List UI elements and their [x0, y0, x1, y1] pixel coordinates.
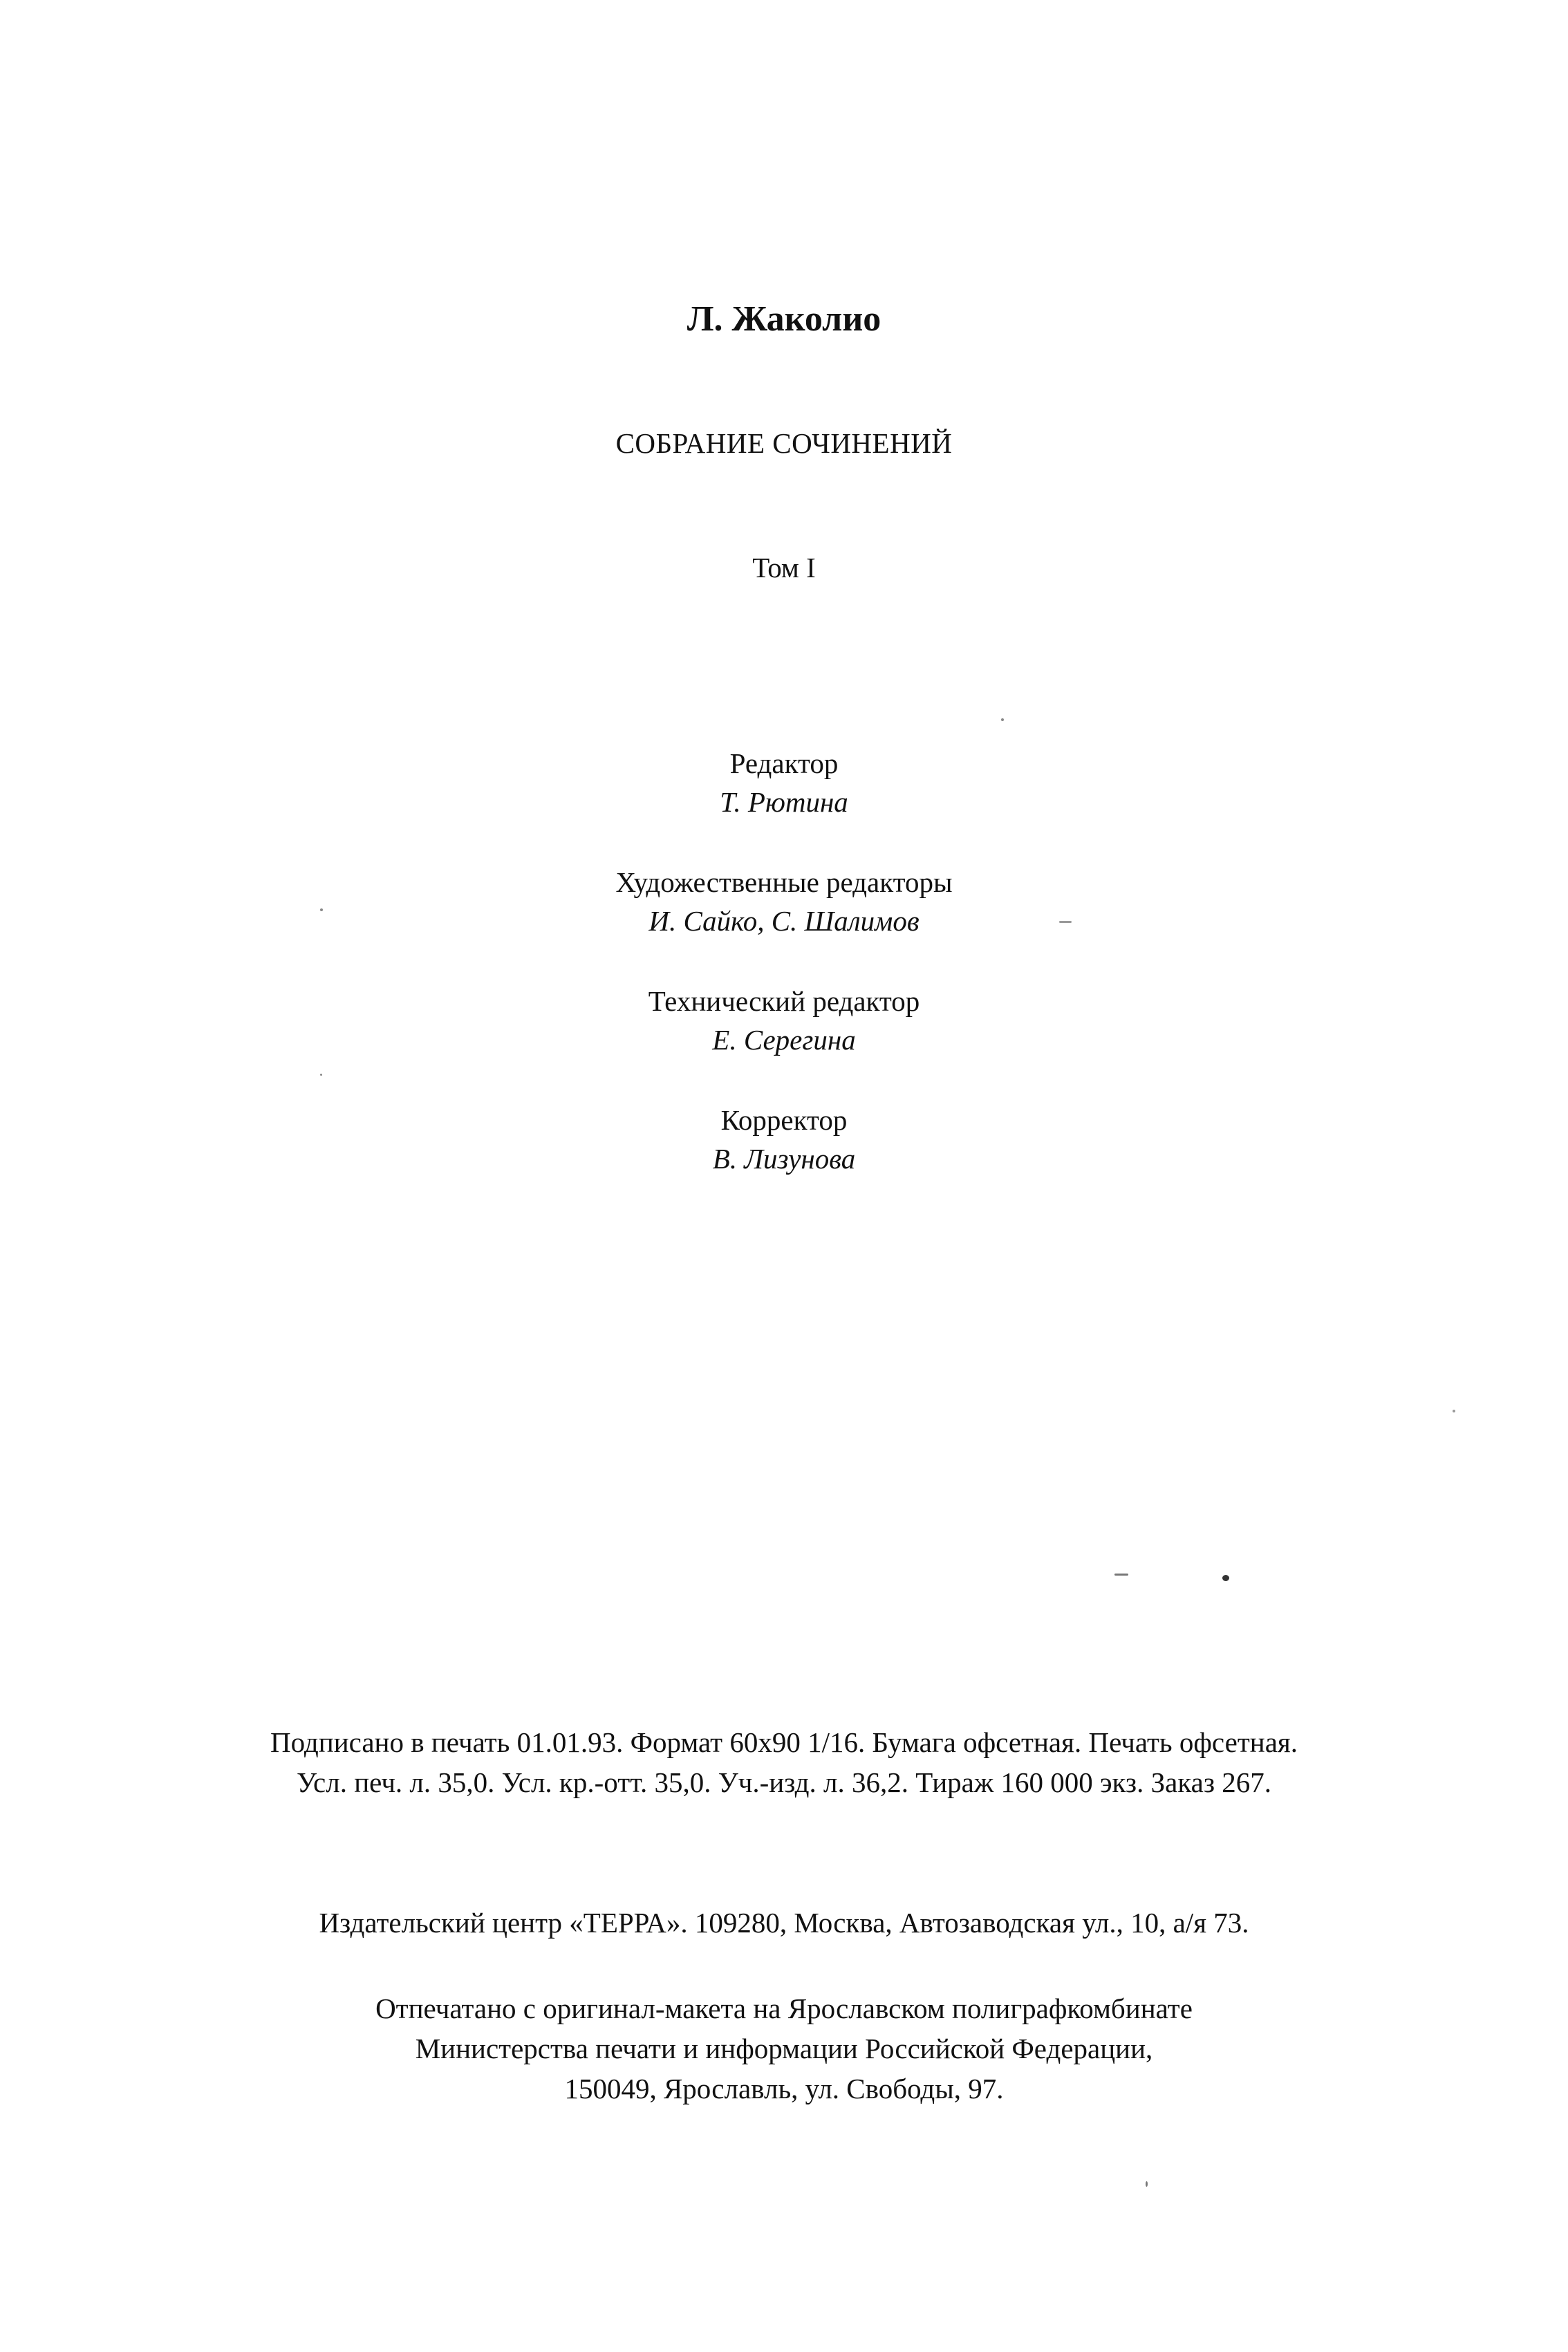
publisher-info — [0, 1903, 1568, 1943]
printer-line: 150049, Ярославль, ул. Свободы, 97. — [564, 2073, 1004, 2104]
credit-role: Корректор — [720, 1104, 848, 1136]
credit-person: И. Сайко, С. Шалимов — [648, 905, 920, 937]
credit-editor — [0, 744, 1568, 821]
printer-info — [0, 1988, 1568, 2109]
scan-speck — [1001, 718, 1004, 721]
credit-proofreader — [0, 1101, 1568, 1178]
credit-art-editors — [0, 863, 1568, 940]
scan-speck — [1059, 921, 1072, 923]
publisher-address: Издательский центр «ТЕРРА». 109280, Москва, Автозаводская ул., 10, а/я 73. — [319, 1907, 1249, 1939]
print-specifications — [0, 1722, 1568, 1802]
scan-speck — [1146, 2181, 1148, 2187]
credits-list — [0, 744, 1568, 1220]
credit-person: Е. Серегина — [712, 1024, 856, 1056]
volume-number: Том I — [752, 552, 816, 584]
scan-speck — [1222, 1575, 1229, 1581]
credit-technical-editor — [0, 982, 1568, 1059]
print-spec-line: Подписано в печать 01.01.93. Формат 60х90 1/16. Бумага офсетная. Печать офсетная. — [270, 1726, 1298, 1758]
credit-person: В. Лизунова — [712, 1143, 856, 1175]
credit-role: Технический редактор — [648, 985, 920, 1017]
credit-role: Редактор — [729, 747, 839, 779]
scan-speck — [320, 1074, 322, 1076]
scan-speck — [320, 908, 323, 911]
credit-role: Художественные редакторы — [615, 866, 953, 898]
collection-title: СОБРАНИЕ СОЧИНЕНИЙ — [615, 427, 953, 459]
print-spec-line: Усл. печ. л. 35,0. Усл. кр.-отт. 35,0. Уч.-изд. л. 36,2. Тираж 160 000 экз. Заказ 267. — [296, 1766, 1272, 1798]
credit-person: Т. Рютина — [720, 786, 848, 818]
author-name: Л. Жаколио — [687, 299, 881, 339]
scan-speck — [1453, 1410, 1455, 1412]
scan-speck — [1114, 1574, 1128, 1576]
printer-line: Министерства печати и информации Российской Федерации, — [415, 2033, 1153, 2064]
printer-line: Отпечатано с оригинал-макета на Ярославском полиграфкомбинате — [375, 1992, 1193, 2024]
